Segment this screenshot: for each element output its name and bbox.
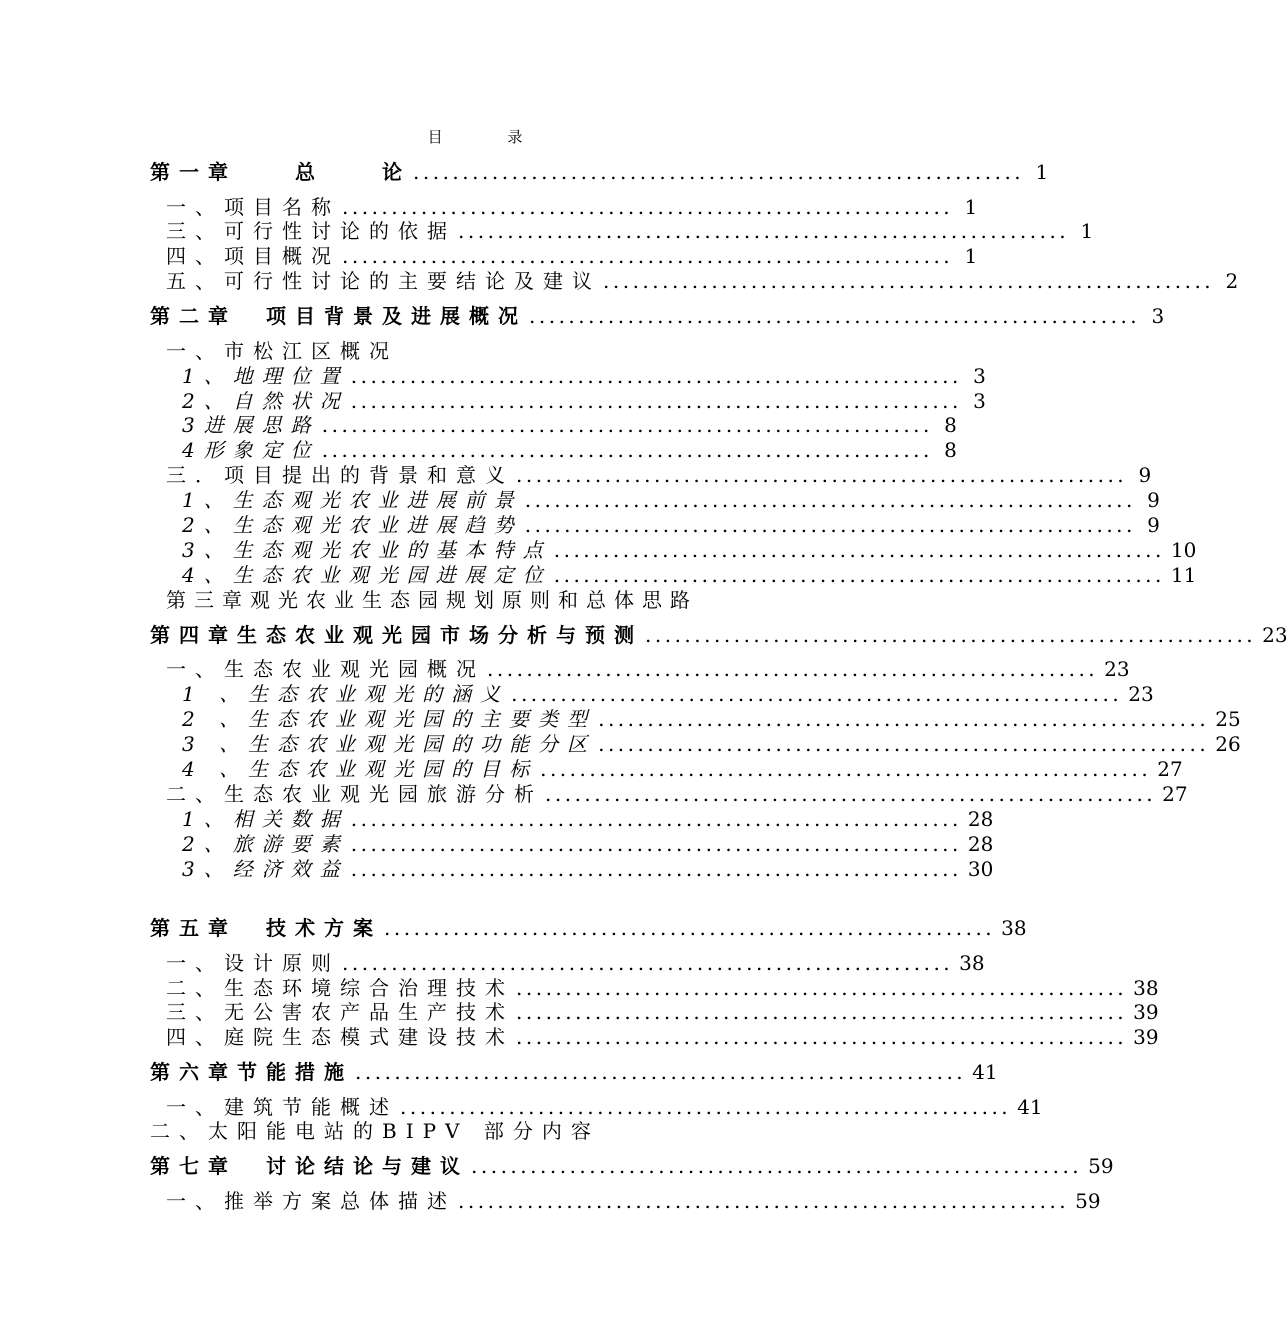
page-number: 2 [1225,269,1239,293]
toc-entry [166,1187,1101,1213]
toc-entry [182,436,957,462]
toc-entry [182,411,957,437]
dot-leader: .............................................................. [355,1060,967,1084]
dot-leader: .............................................................. [350,364,962,388]
page-number: 30 [967,857,994,881]
toc-entry [150,1117,790,1143]
entry-label: 3进展思路 [182,413,320,437]
dot-leader: .............................................................. [350,857,962,881]
page-number: 59 [1088,1154,1114,1178]
entry-label: 一、推举方案总体描述 [166,1189,456,1213]
entry-label: 第三章观光农业生态园规划原则和总体思路 [166,588,698,612]
entry-label: 1、地理位置 [182,364,349,388]
toc-entry [166,242,978,268]
toc-entry [166,586,790,612]
page-number: 3 [973,389,986,413]
entry-label: 一、市松江区概况 [166,339,398,363]
dot-leader: .............................................................. [321,438,933,462]
entry-label: 三、可行性讨论的依据 [166,219,456,243]
toc-entry [150,914,1027,940]
dot-leader: .............................................................. [516,1025,1128,1049]
page-number: 39 [1133,1000,1159,1024]
dot-leader: .............................................................. [458,1189,1070,1213]
entry-label: 二、太阳能电站的BIPV 部分内容 [150,1119,600,1143]
dot-leader: .............................................................. [516,463,1128,487]
toc-entry [182,362,986,388]
toc-entry [166,655,1130,681]
toc-entry [166,337,790,363]
toc-entry [166,267,1239,293]
toc-entry [166,1093,1043,1119]
page-number: 27 [1157,757,1183,781]
dot-leader: .............................................................. [645,623,1257,647]
page-number: 28 [967,807,994,831]
dot-leader: .............................................................. [603,269,1215,293]
page-number: 3 [1151,304,1165,328]
dot-leader: .............................................................. [524,488,1136,512]
toc-entry [150,621,1288,647]
toc-entry [182,536,1197,562]
toc-entry [182,855,994,881]
entry-label: 第一章 总 论 [150,160,411,184]
dot-leader: .............................................................. [598,707,1210,731]
entry-label: 一、建筑节能概述 [166,1095,398,1119]
dot-leader: .............................................................. [540,757,1152,781]
page-number: 1 [964,195,978,219]
page-number: 27 [1162,782,1188,806]
toc-entry [166,217,1094,243]
entry-label: 三．项目提出的背景和意义 [166,463,514,487]
dot-leader: .............................................................. [342,244,954,268]
dot-leader: .............................................................. [413,160,1025,184]
dot-leader: .............................................................. [598,732,1210,756]
page-number: 23 [1104,657,1130,681]
entry-label: 五、可行性讨论的主要结论及建议 [166,269,601,293]
toc-entry [166,1023,1159,1049]
toc-title: 目 录 [427,128,523,146]
page-number: 28 [967,832,994,856]
entry-label: 二、生态环境综合治理技术 [166,976,514,1000]
page-number: 41 [972,1060,998,1084]
entry-label: 2、自然状况 [182,389,349,413]
entry-label: 一、生态农业观光园概况 [166,657,485,681]
dot-leader: .............................................................. [524,513,1136,537]
dot-leader: .............................................................. [487,657,1099,681]
toc-entry [182,805,994,831]
entry-label: 四、项目概况 [166,244,340,268]
entry-label: 一、设计原则 [166,951,340,975]
entry-label: 1、生态观光农业进展前景 [182,488,523,512]
page-number: 38 [1001,916,1027,940]
page-number: 1 [1035,160,1049,184]
dot-leader: .............................................................. [350,389,962,413]
dot-leader: .............................................................. [321,413,933,437]
entry-label: 3 、生态农业观光园的功能分区 [182,732,597,756]
dot-leader: .............................................................. [511,682,1123,706]
toc-entry [182,561,1197,587]
toc-entry [150,302,1165,328]
dot-leader: .............................................................. [350,807,962,831]
entry-label: 2、旅游要素 [182,832,349,856]
entry-label: 3、生态观光农业的基本特点 [182,538,552,562]
page-number: 1 [964,244,978,268]
entry-label: 一、项目名称 [166,195,340,219]
entry-label: 第二章 项目背景及进展概况 [150,304,527,328]
page-number: 25 [1215,707,1241,731]
toc-entry [150,1058,998,1084]
entry-label: 4、生态农业观光园进展定位 [182,563,552,587]
entry-label: 1 、生态农业观光的涵义 [182,682,510,706]
page-number: 3 [973,364,986,388]
page-number: 41 [1017,1095,1043,1119]
toc-entry [182,486,1160,512]
dot-leader: .............................................................. [471,1154,1083,1178]
entry-label: 第六章节能措施 [150,1060,353,1084]
page-number: 23 [1128,682,1154,706]
dot-leader: .............................................................. [529,304,1141,328]
toc-entry [182,680,1154,706]
entry-label: 2、生态观光农业进展趋势 [182,513,523,537]
dot-leader: .............................................................. [516,1000,1128,1024]
page-number: 8 [944,438,957,462]
toc-entry [182,730,1241,756]
toc-entry [166,780,1188,806]
page-number: 9 [1138,463,1152,487]
entry-label: 三、无公害农产品生产技术 [166,1000,514,1024]
page-number: 9 [1147,513,1160,537]
toc-entry [150,158,1049,184]
page-number: 8 [944,413,957,437]
page-number: 38 [959,951,985,975]
entry-label: 第七章 讨论结论与建议 [150,1154,469,1178]
dot-leader: .............................................................. [553,563,1165,587]
entry-label: 4 、生态农业观光园的目标 [182,757,539,781]
entry-label: 4形象定位 [182,438,320,462]
dot-leader: .............................................................. [458,219,1070,243]
entry-label: 二、生态农业观光园旅游分析 [166,782,543,806]
dot-leader: .............................................................. [400,1095,1012,1119]
page-number: 38 [1133,976,1159,1000]
entry-label: 2 、生态农业观光园的主要类型 [182,707,597,731]
page-number: 26 [1215,732,1241,756]
toc-entry [166,949,985,975]
dot-leader: .............................................................. [553,538,1165,562]
toc-entry [150,1152,1114,1178]
page-number: 59 [1075,1189,1101,1213]
page-number: 9 [1147,488,1160,512]
page-number: 11 [1170,563,1197,587]
entry-label: 3、经济效益 [182,857,349,881]
dot-leader: .............................................................. [384,916,996,940]
dot-leader: .............................................................. [342,195,954,219]
toc-entry [182,755,1183,781]
dot-leader: .............................................................. [545,782,1157,806]
dot-leader: .............................................................. [516,976,1128,1000]
toc-entry [166,193,978,219]
entry-label: 第五章 技术方案 [150,916,382,940]
toc-entry [182,705,1241,731]
page-number: 1 [1080,219,1094,243]
page-number: 39 [1133,1025,1159,1049]
dot-leader: .............................................................. [350,832,962,856]
toc-entry [166,974,1159,1000]
entry-label: 四、庭院生态模式建设技术 [166,1025,514,1049]
toc-entry [182,830,994,856]
entry-label: 1、相关数据 [182,807,349,831]
toc-entry [166,998,1159,1024]
toc-entry [182,387,986,413]
toc-entry [166,461,1152,487]
entry-label: 第四章生态农业观光园市场分析与预测 [150,623,643,647]
dot-leader: .............................................................. [342,951,954,975]
page-number: 10 [1170,538,1197,562]
page-number: 23 [1262,623,1288,647]
toc-entry [182,511,1160,537]
